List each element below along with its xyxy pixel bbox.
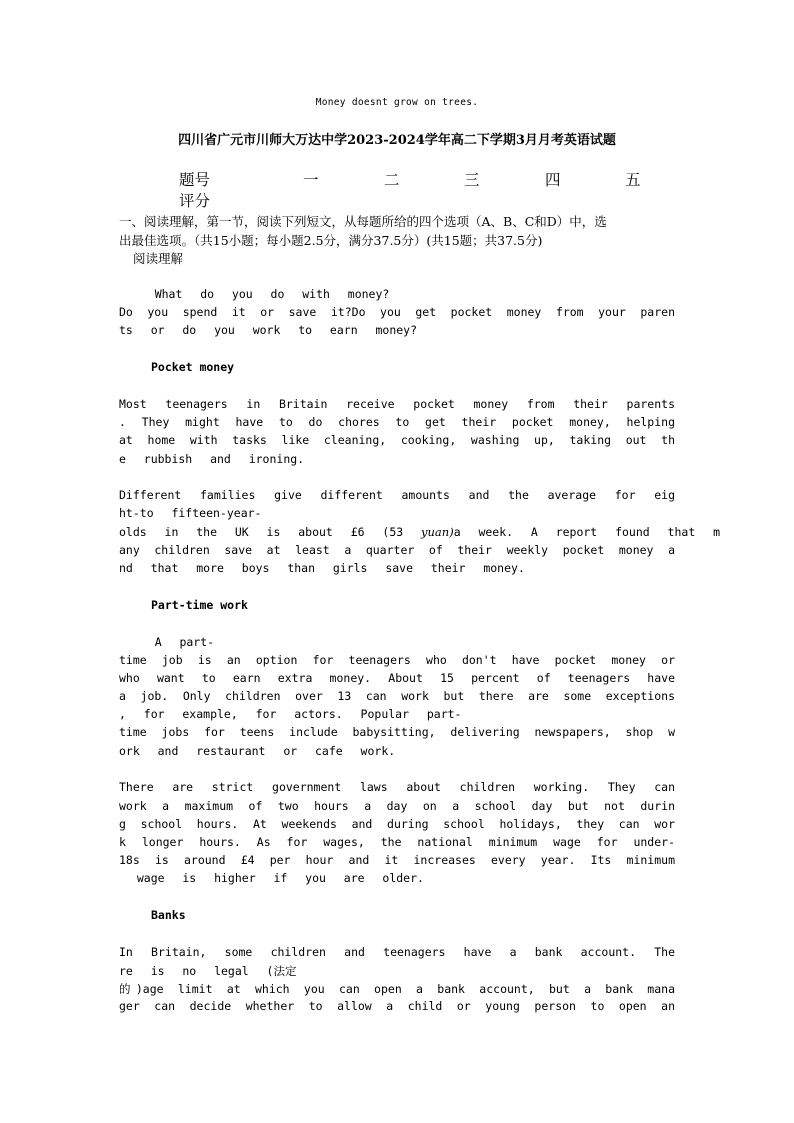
score-column-1: 一 <box>303 171 319 189</box>
exam-title: 四川省广元市川师大万达中学2023-2024学年高二下学期3月月考英语试题 <box>178 133 616 148</box>
passage-line: A part- <box>119 635 215 649</box>
passage-line: time jobs for teens include babysitting, delivering newspapers, shop w <box>119 725 675 739</box>
passage-line: What do you do with money? <box>119 287 390 301</box>
heading-banks: Banks <box>151 908 186 922</box>
passage-line: In Britain, some children and teenagers have a bank account. The <box>119 945 675 959</box>
score-column-3: 三 <box>464 171 480 189</box>
passage-line: ht-to fifteen-year- <box>119 506 262 520</box>
passage-line: 的)age limit at which you can open a bank account, but a bank mana <box>119 982 675 996</box>
heading-part-time-work: Part-time work <box>151 598 248 612</box>
passage-line: time job is an option for teenagers who don't have pocket money or <box>119 653 675 667</box>
passage-italic-yuan: yuan) <box>421 525 454 539</box>
passage-line: who want to earn extra money. About 15 percent of teenagers have <box>119 671 675 685</box>
passage-line: Do you spend it or save it?Do you get pocket money from your paren <box>119 305 675 319</box>
passage-text: olds in the UK is about £6 (53 <box>119 525 422 539</box>
passage-line: ger can decide whether to allow a child or young person to open an <box>119 999 675 1013</box>
passage-line: wage is higher if you are older. <box>119 871 424 885</box>
passage-line: ork and restaurant or cafe work. <box>119 744 396 758</box>
question-type-label: 阅读理解 <box>133 251 184 266</box>
passage-line: k longer hours. As for wages, the national minimum wage for under- <box>119 835 675 849</box>
score-table-number-label: 题号 <box>179 171 211 189</box>
score-table-score-label: 评分 <box>179 192 211 210</box>
section-instruction-line-1: 一、阅读理解，第一节，阅读下列短文，从每题所给的四个选项（A、B、C和D）中，选 <box>119 214 607 229</box>
passage-line: . They might have to do chores to get their pocket money, helping <box>119 415 675 429</box>
passage-line: Most teenagers in Britain receive pocket money from their parents <box>119 397 675 411</box>
passage-line: g school hours. At weekends and during school holidays, they can wor <box>119 817 675 831</box>
header-note: Money doesnt grow on trees. <box>315 97 479 108</box>
section-instruction-line-2: 出最佳选项。（共15小题；每小题2.5分，满分37.5分）(共15题；共37.5分) <box>119 233 543 248</box>
heading-pocket-money: Pocket money <box>151 360 235 374</box>
passage-line: e rubbish and ironing. <box>119 452 305 466</box>
passage-line: ts or do you work to earn money? <box>119 323 418 337</box>
passage-line: any children save at least a quarter of their weekly pocket money a <box>119 543 675 557</box>
passage-text: a week. A report found that m <box>453 525 721 539</box>
passage-line: re is no legal (法定 <box>119 964 297 978</box>
passage-line: , for example, for actors. Popular part- <box>119 707 462 721</box>
passage-line: There are strict government laws about children working. They can <box>119 780 675 794</box>
passage-line: a job. Only children over 13 can work but there are some exceptions <box>119 689 675 703</box>
score-column-2: 二 <box>384 171 400 189</box>
passage-line-with-yuan <box>119 525 721 539</box>
passage-line: nd that more boys than girls save their money. <box>119 561 525 575</box>
passage-line: Different families give different amounts and the average for eig <box>119 488 675 502</box>
passage-line: at home with tasks like cleaning, cooking, washing up, taking out th <box>119 433 675 447</box>
score-column-4: 四 <box>545 171 561 189</box>
passage-line: 18s is around £4 per hour and it increases every year. Its minimum <box>119 853 675 867</box>
passage-line: work a maximum of two hours a day on a school day but not durin <box>119 799 675 813</box>
score-column-5: 五 <box>625 171 641 189</box>
